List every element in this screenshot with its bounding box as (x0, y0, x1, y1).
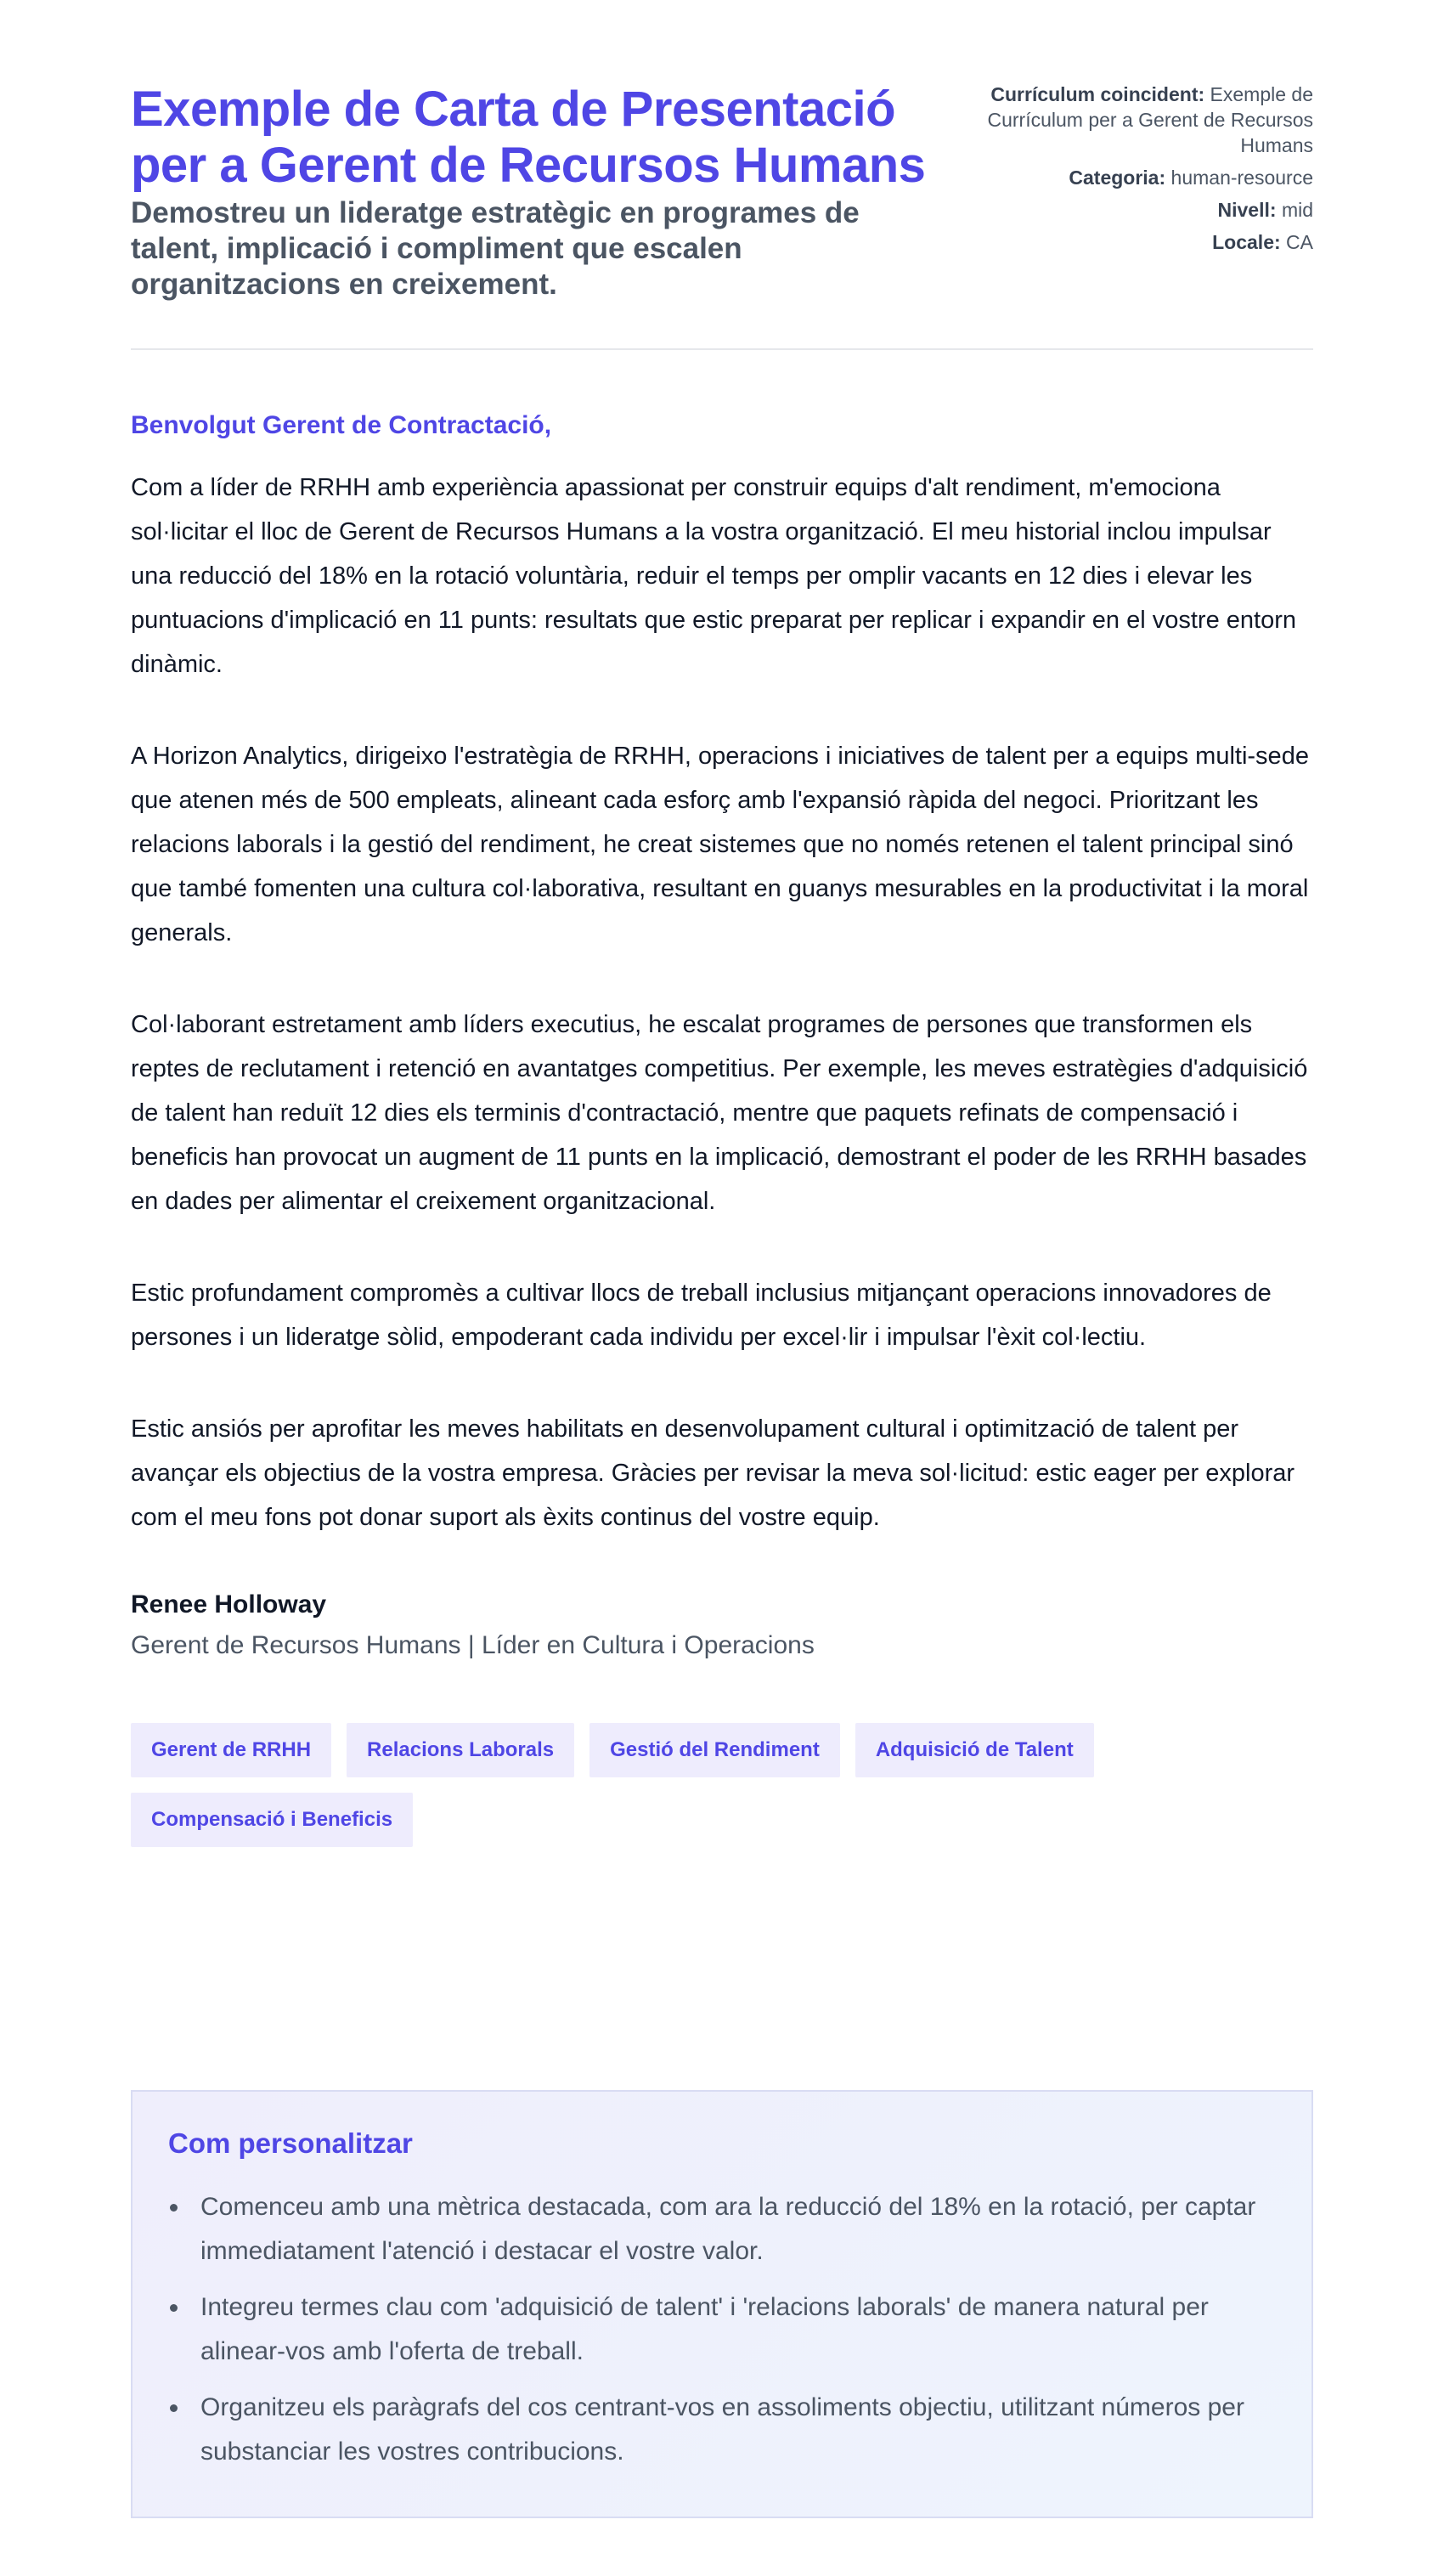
tips-list (168, 2185, 1276, 2474)
tip-item: Integreu termes clau com 'adquisició de talent' i 'relacions laborals' de manera natural per alinear-vos amb l'oferta de treball. (168, 2285, 1276, 2374)
letter-paragraph: Estic profundament compromès a cultivar llocs de treball inclusius mitjançant operacions innovadores de persones i un lideratge sòlid, empoderant cada individu per excel·lir i impulsar l'èxit col·lectiu. (131, 1280, 1272, 1351)
page-title: Exemple de Carta de Presentació per a Gerent de Recursos Humans (131, 82, 926, 193)
letter-paragraph: Com a líder de RRHH amb experiència apassionat per construir equips d'alt rendiment, m'emociona sol·licitar el lloc de Gerent de Recursos Humans a la vostra organització. El meu historial inclou impulsar una reducció del 18% en la rotació voluntària, reduir el temps per omplir vacants en 12 dies i elevar les puntuacions d'implicació en 11 punts: resultats que estic preparat per replicar i expandir en el vostre entorn dinàmic. (131, 474, 1296, 678)
meta-value: CA (1286, 231, 1313, 253)
tag-item: Adquisició de Talent (855, 1723, 1094, 1777)
meta-label: Categoria: (1069, 167, 1166, 189)
tip-item: Organitzeu els paràgrafs del cos centrant-vos en assoliments objectiu, utilitzant números per substanciar les vostres contribucions. (168, 2386, 1276, 2474)
metadata-panel (956, 82, 1313, 262)
tip-item: Comenceu amb una mètrica destacada, com ara la reducció del 18% en la rotació, per captar immediatament l'atenció i destacar el vostre valor. (168, 2185, 1276, 2274)
tips-title: Com personalitzar (168, 2127, 413, 2159)
meta-locale (956, 229, 1313, 255)
letter-body (131, 466, 1313, 1539)
meta-label: Locale: (1212, 231, 1281, 253)
page-subtitle: Demostreu un lideratge estratègic en programes de talent, implicació i compliment que escalen organitzacions en creixement. (131, 196, 860, 301)
tag-item: Gerent de RRHH (131, 1723, 331, 1777)
meta-value: mid (1281, 199, 1313, 221)
meta-label: Nivell: (1217, 199, 1277, 221)
letter-paragraph: Estic ansiós per aprofitar les meves habilitats en desenvolupament cultural i optimització de talent per avançar els objectius de la vostra empresa. Gràcies per revisar la meva sol·licitud: estic eager per explorar com el meu fons pot donar suport als èxits continus del vostre equip. (131, 1415, 1295, 1531)
letter-paragraph: Col·laborant estretament amb líders executius, he escalat programes de persones que transformen els reptes de reclutament i retenció en avantatges competitius. Per exemple, les meves estratègies d'adquisició de talent han reduït 12 dies els terminis d'contractació, mentre que paquets refinats de compensació i beneficis han provocat un augment de 11 punts en la implicació, demostrant el poder de les RRHH basades en dades per alimentar el creixement organitzacional. (131, 1011, 1308, 1215)
meta-label: Currículum coincident: (990, 83, 1205, 105)
tag-item: Gestió del Rendiment (589, 1723, 840, 1777)
signature-name: Renee Holloway (131, 1590, 327, 1618)
page-header (131, 0, 1313, 350)
skill-tags (131, 1723, 1313, 1862)
meta-category (956, 165, 1313, 190)
tag-item: Relacions Laborals (347, 1723, 574, 1777)
meta-value: Exemple de Currículum per a Gerent de Recursos Humans (987, 83, 1313, 156)
meta-level (956, 197, 1313, 223)
meta-matched-resume (956, 82, 1313, 158)
letter-salutation: Benvolgut Gerent de Contractació, (131, 411, 552, 439)
tag-item: Compensació i Beneficis (131, 1793, 413, 1847)
meta-value: human-resource (1170, 167, 1313, 189)
signature-role: Gerent de Recursos Humans | Líder en Cultura i Operacions (131, 1631, 815, 1659)
customization-tips-box (131, 2090, 1313, 2518)
letter-paragraph: A Horizon Analytics, dirigeixo l'estratègia de RRHH, operacions i iniciatives de talent per a equips multi-sede que atenen més de 500 empleats, alineant cada esforç amb l'expansió ràpida del negoci. Prioritzant les relacions laborals i la gestió del rendiment, he creat sistemes que no només retenen el talent principal sinó que també fomenten una cultura col·laborativa, resultant en guanys mesurables en la productivitat i la moral generals. (131, 743, 1309, 946)
